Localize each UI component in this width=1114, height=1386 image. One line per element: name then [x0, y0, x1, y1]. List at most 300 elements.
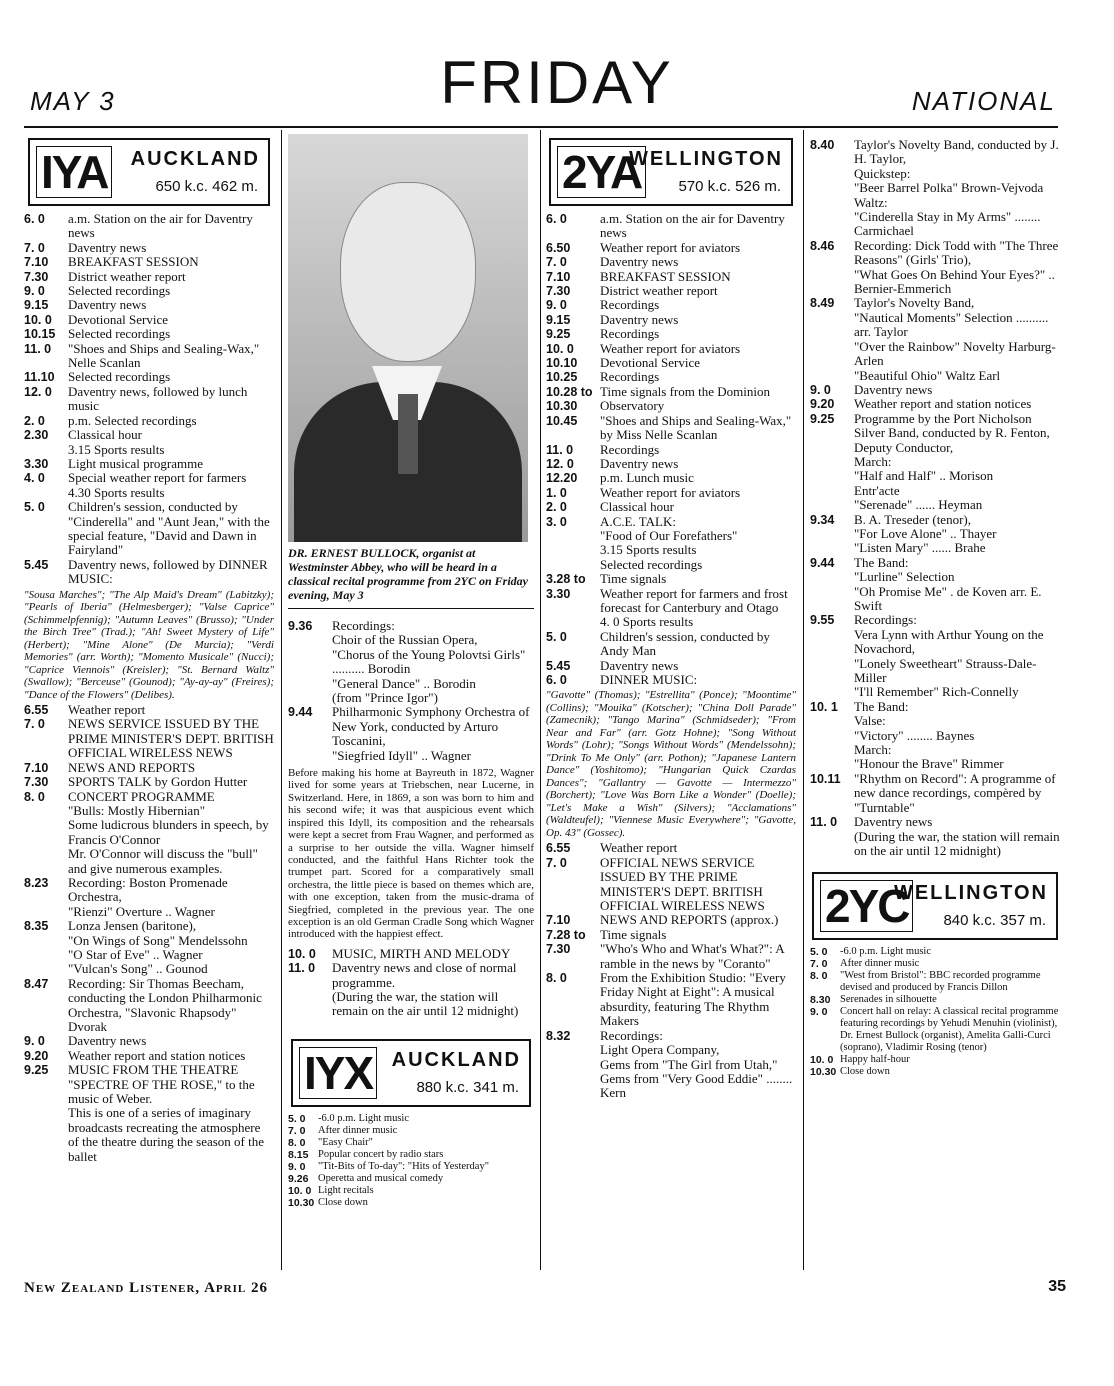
programme-item [810, 946, 1060, 958]
programme-list-1yx [288, 1113, 534, 1209]
programme-description: Time signals "Who's Who and What's What?": A ramble in the news by "Coranto" [600, 926, 784, 971]
programme-item [546, 913, 796, 927]
programme-description: B. A. Treseder (tenor), "For Love Alone" .. Thayer "Listen Mary" ...... Brahe [854, 511, 997, 556]
programme-description: Recordings: Light Opera Company, Gems from "The Girl from Utah," Gems from "Very Good Eddie" ........ Kern [600, 1027, 793, 1101]
programme-description: p.m. Lunch music [600, 470, 694, 486]
programme-description: a.m. Station on the air for Daventry news [68, 211, 253, 241]
programme-item [546, 928, 796, 971]
programme-time: 3.28 to 3.30 [546, 572, 586, 601]
programme-time: 8.47 [24, 976, 49, 991]
column-1ya [24, 138, 274, 1164]
programme-description: NEWS AND REPORTS (approx.) [600, 912, 779, 928]
programme-item [24, 919, 274, 977]
programme-time: 9.34 [810, 512, 835, 527]
programme-list [546, 212, 796, 687]
programme-item [810, 296, 1060, 382]
programme-item [24, 342, 274, 371]
programme-time: 9.26 [288, 1172, 309, 1185]
station-box-1yx [291, 1039, 531, 1107]
dinner-music-list: "Sousa Marches"; "The Alp Maid's Dream" (Labitzky); "Pearls of Iberia" (Helmesberger); "Valse Caprice" (Schimmelpfennig); "Autumn Leaves" (Brusso); "Under the Birch Tree" (Trad.); "Ah! Sweet Mystery of Life" (Herbert); "Mine Alone" (De Murcia); "Verdi Memories" (arr. Worth); "Momento Musicale" (Nucci); "Caprice Viennois" (Kreisler); "St. Bernard Waltz" (Swallow); "Berceuse" (Gounod); "Ay-ay-ay" (Freires); "Dance of the Flowers" (Delibes). [24, 588, 274, 701]
portrait-face [340, 182, 476, 362]
programme-description: Daventry news [600, 311, 679, 327]
programme-time: 7. 0 [546, 255, 567, 270]
programme-item [546, 515, 796, 573]
programme-item [810, 239, 1060, 297]
programme-item [810, 383, 1060, 397]
programme-item [546, 212, 796, 241]
programme-item [546, 500, 796, 514]
programme-description: Taylor's Novelty Band, conducted by J. H. Taylor, Quickstep: "Beer Barrel Polka" Brown-Vejvoda Waltz: "Cinderella Stay in My Arms" ........ Carmichael [854, 137, 1059, 239]
programme-time: 5. 0 [288, 1112, 306, 1125]
programme-time: 9.15 [24, 298, 49, 313]
programme-item [288, 1149, 534, 1161]
programme-item [24, 703, 274, 717]
programme-description: A.C.E. TALK: "Food of Our Forefathers" 3.15 Sports results Selected recordings [600, 513, 738, 572]
programme-time: 10.28 to 10.30 [546, 384, 593, 414]
programme-list-evening [546, 841, 796, 1100]
programme-description: District weather report [600, 283, 718, 299]
programme-description: MUSIC, MIRTH AND MELODY [332, 945, 511, 961]
programme-description: Daventry news (During the war, the station will remain on the air until 12 midnight) [854, 814, 1060, 858]
programme-description: SPORTS TALK by Gordon Hutter [68, 774, 248, 790]
programme-item [546, 471, 796, 485]
programme-description: Programme by the Port Nicholson Silver Band, conducted by R. Fenton, Deputy Conductor, March: "Half and Half" .. Morison Entr'acte "Serenade" ...... Heyman [854, 410, 1050, 513]
programme-item [24, 327, 274, 341]
programme-description: Recordings: Choir of the Russian Opera, "Chorus of the Young Polovtsi Girls" .......... Borodin "General Dance" .. Borodin (from "Prince Igor") [332, 618, 526, 706]
programme-list-late [288, 947, 534, 1019]
programme-time: 10.10 [546, 356, 578, 371]
programme-time: 8.35 [24, 919, 49, 934]
programme-time: 10. 1 [810, 699, 838, 714]
programme-time: 5. 0 [546, 629, 567, 644]
programme-time: 8. 0 [288, 1136, 306, 1149]
programme-time: 6. 0 [546, 212, 567, 226]
programme-item [24, 414, 274, 428]
programme-item [24, 428, 274, 457]
programme-time: 7. 0 [288, 1124, 306, 1137]
programme-time: 12.20 [546, 471, 578, 486]
programme-item [546, 385, 796, 414]
programme-time: 6.55 [24, 703, 49, 718]
programme-description: "Easy Chair" [318, 1136, 373, 1148]
programme-description: Selected recordings [68, 326, 171, 342]
programme-time: 5.45 [546, 658, 571, 673]
programme-description: "Rhythm on Record": A programme of new dance recordings, compèred by "Turntable" [854, 770, 1056, 815]
programme-time: 1. 0 [546, 485, 567, 500]
programme-item [546, 270, 796, 284]
programme-item [24, 558, 274, 587]
programme-item [546, 572, 796, 630]
programme-description: After dinner music [840, 958, 920, 970]
programme-item [810, 700, 1060, 772]
programme-item [24, 471, 274, 500]
programme-time: 10. 0 [546, 341, 574, 356]
programme-time: 4. 0 [24, 471, 45, 486]
programme-item [24, 241, 274, 255]
programme-time: 8. 0 [810, 970, 828, 983]
programme-item [546, 971, 796, 1029]
programme-description: Happy half-hour [840, 1054, 910, 1066]
header-rule [24, 126, 1058, 128]
programme-description: Daventry news [600, 455, 679, 471]
programme-description: Selected recordings [68, 283, 171, 299]
station-call-sign: IYA [36, 146, 112, 198]
programme-time: 5. 0 [24, 500, 45, 515]
programme-time: 2.30 [24, 428, 49, 443]
programme-time: 8. 0 [24, 789, 45, 804]
programme-description: Close down [318, 1196, 368, 1208]
programme-item [546, 659, 796, 673]
programme-time: 7.30 [24, 775, 49, 790]
programme-time: 6.55 [546, 841, 571, 856]
photo-caption: DR. ERNEST BULLOCK, organist at Westminster Abbey, who will be heard in a classical recital programme from 2YC on Friday evening, May 3 [288, 546, 528, 602]
programme-description: Daventry news [68, 1033, 147, 1049]
siegfried-note: Before making his home at Bayreuth in 1872, Wagner lived for some years at Triebschen, near Lucerne, in Switzerland. Here, in 1869, a son was born to him and his second wife; it was that auspicious event which inspired this Idyll, its composition and the rehearsals were kept a secret from Frau Wagner, and performed as a surprise to her outside the villa. Wagner himself conducted, and the faithful Hans Richter took the trumpet part. Scored for a comparatively small orchestra, the little piece is based on themes which are, with one exception, taken from the music-drama of Siegfried, completed in the previous year. The one exception is an old German Cradle Song which Wagner introduced with the happiest effect. [288, 767, 534, 941]
programme-time: 8.15 [288, 1148, 309, 1161]
programme-description: Daventry news [854, 381, 933, 397]
programme-time: 7. 0 [24, 240, 45, 255]
station-box-2yc [812, 872, 1058, 940]
programme-time: 5.45 [24, 557, 49, 572]
programme-item [288, 961, 534, 1019]
programme-item [288, 1173, 534, 1185]
station-box-2ya [549, 138, 793, 206]
programme-description: a.m. Station on the air for Daventry news [600, 211, 785, 241]
programme-description: Recordings [600, 297, 660, 313]
programme-item [810, 513, 1060, 556]
programme-time: 9. 0 [288, 1160, 306, 1173]
programme-time: 7. 0 [810, 958, 828, 971]
programme-time: 10. 0 [24, 312, 52, 327]
programme-item [288, 1185, 534, 1197]
programme-time: 7. 0 [24, 717, 45, 732]
column-2 [288, 134, 534, 1209]
programme-description: BREAKFAST SESSION [68, 254, 199, 270]
programme-item [24, 270, 274, 284]
programme-item [810, 412, 1060, 513]
programme-item [546, 856, 796, 914]
programme-description: Daventry news [600, 254, 679, 270]
programme-item [546, 1029, 796, 1101]
programme-time: 9.36 [288, 619, 313, 633]
footer-magazine: New Zealand Listener, April 26 [24, 1280, 268, 1296]
programme-time: 10.30 [810, 1066, 837, 1079]
programme-description: Children's session, conducted by "Cinderella" and "Aunt Jean," with the special feature, "David and Dawn in Fairyland" [68, 499, 270, 558]
station-call-sign: 2YA [557, 146, 646, 198]
portrait-photo [288, 134, 528, 542]
programme-item [24, 1049, 274, 1063]
programme-description: Recordings [600, 369, 660, 385]
programme-description: Devotional Service [68, 311, 168, 327]
programme-time: 8.32 [546, 1028, 571, 1043]
programme-item [546, 298, 796, 312]
programme-description: Daventry news and close of normal programme. (During the war, the station will remain on the air until 12 midnight) [332, 960, 519, 1019]
programme-item [24, 761, 274, 775]
programme-time: 8.40 [810, 138, 835, 152]
programme-time: 7. 0 [546, 855, 567, 870]
programme-time: 9. 0 [24, 1034, 45, 1049]
programme-time: 7.10 [546, 269, 571, 284]
programme-description: Taylor's Novelty Band, "Nautical Moments" Selection .......... arr. Taylor "Over the Rainbow" Novelty Harburg-Arlen "Beautiful Ohio" Waltz Earl [854, 295, 1056, 383]
column-rule-1 [281, 130, 282, 1270]
programme-description: Recordings [600, 441, 660, 457]
programme-time: 9. 0 [810, 382, 831, 397]
column-4 [810, 138, 1060, 1078]
programme-item [546, 241, 796, 255]
programme-time: 10.15 [24, 327, 56, 342]
programme-time: 10.25 [546, 370, 578, 385]
programme-description: Popular concert by radio stars [318, 1148, 444, 1160]
programme-time: 8. 0 [546, 971, 567, 986]
programme-description: The Band: "Lurline" Selection "Oh Promise Me" . de Koven arr. E. Swift [854, 554, 1042, 613]
programme-time: 11. 0 [810, 815, 838, 830]
programme-description: The Band: Valse: "Victory" ........ Baynes March: "Honour the Brave" Rimmer [854, 698, 1004, 772]
programme-time: 9.15 [546, 312, 571, 327]
programme-item [810, 1054, 1060, 1066]
programme-item [810, 556, 1060, 614]
programme-item [546, 356, 796, 370]
programme-description: p.m. Selected recordings [68, 412, 197, 428]
programme-item [810, 970, 1060, 994]
programme-description: Daventry news [68, 239, 147, 255]
programme-item [810, 613, 1060, 699]
programme-time: 8.49 [810, 296, 835, 311]
programme-description: MUSIC FROM THE THEATRE "SPECTRE OF THE ROSE," to the music of Weber. This is one of a series of imaginary broadcasts recreating the atmosphere of the theatre during the season of the ballet [68, 1062, 265, 1164]
programme-time: 7.30 [546, 284, 571, 299]
programme-description: Philharmonic Symphony Orchestra of New York, conducted by Arturo Toscanini, "Siegfried Idyll" .. Wagner [332, 704, 530, 763]
programme-time: 9.20 [24, 1048, 49, 1063]
column-rule-2 [540, 130, 541, 1270]
programme-description: Weather report [600, 840, 678, 856]
programme-time: 10. 0 [288, 1184, 312, 1197]
programme-item [288, 705, 534, 763]
station-call-sign: 2YC [820, 880, 913, 932]
programme-item [24, 775, 274, 789]
programme-time: 10. 0 [810, 1054, 834, 1067]
programme-item [546, 457, 796, 471]
programme-item [810, 772, 1060, 815]
programme-time: 9.25 [24, 1063, 49, 1078]
programme-description: Time signals from the Dominion Observatory [600, 383, 770, 414]
programme-item [24, 284, 274, 298]
programme-time: 7.10 [24, 760, 49, 775]
programme-description: Time signals Weather report for farmers and frost forecast for Canterbury and Otago 4. 0 Sports results [600, 571, 788, 630]
header-network: NATIONAL [911, 86, 1056, 116]
programme-description: "Shoes and Ships and Sealing-Wax," Nelle Scanlan [68, 340, 260, 371]
programme-description: "West from Bristol": BBC recorded programme devised and produced by Francis Dillon [840, 970, 1041, 994]
programme-description: Serenades in silhouette [840, 994, 937, 1006]
programme-item [24, 298, 274, 312]
programme-description: OFFICIAL NEWS SERVICE ISSUED BY THE PRIME MINISTER'S DEPT. BRITISH OFFICIAL WIRELESS NEWS [600, 854, 765, 914]
programme-item [24, 370, 274, 384]
programme-description: Classical hour 3.15 Sports results [68, 427, 165, 457]
programme-time: 6. 0 [24, 212, 45, 226]
programme-time: 8.46 [810, 238, 835, 253]
programme-time: 2. 0 [546, 500, 567, 515]
programme-description: Special weather report for farmers 4.30 Sports results [68, 470, 247, 500]
programme-item [288, 1161, 534, 1173]
programme-description: Daventry news, followed by lunch music [68, 383, 248, 414]
programme-description: Close down [840, 1066, 890, 1078]
programme-description: Recording: Sir Thomas Beecham, conducting the London Philharmonic Orchestra, "Slavonic Rhapsody" Dvorak [68, 975, 262, 1034]
programme-item [546, 327, 796, 341]
programme-item [810, 815, 1060, 858]
programme-time: 9.44 [288, 705, 313, 720]
programme-item [546, 630, 796, 659]
programme-description: Weather report and station notices [68, 1047, 246, 1063]
programme-list-evening [24, 703, 274, 1164]
programme-time: 2. 0 [24, 413, 45, 428]
programme-description: Children's session, conducted by Andy Man [600, 628, 770, 659]
programme-time: 12. 0 [24, 384, 52, 399]
programme-time: 8.23 [24, 875, 49, 890]
programme-time: 7.10 [24, 255, 49, 270]
header-date: MAY 3 [30, 86, 116, 116]
programme-time: 10.45 [546, 413, 578, 428]
programme-time: 7.30 [24, 269, 49, 284]
programme-item [288, 1137, 534, 1149]
programme-time: 3. 0 [546, 514, 567, 529]
header-day: FRIDAY [440, 49, 674, 116]
programme-item [24, 457, 274, 471]
station-frequency: 840 k.c. 357 m. [943, 912, 1046, 930]
programme-item [546, 370, 796, 384]
programme-description: Lonza Jensen (baritone), "On Wings of Song" Mendelssohn "O Star of Eve" .. Wagner "Vulcan's Song" .. Gounod [68, 918, 248, 977]
programme-description: BREAKFAST SESSION [600, 268, 731, 284]
programme-time: 8.30 [810, 994, 831, 1007]
programme-time: 6. 0 [546, 673, 567, 687]
column-rule-3 [803, 130, 804, 1270]
programme-time: 10.30 [288, 1196, 315, 1209]
programme-list [288, 619, 534, 763]
programme-description: Recording: Boston Promenade Orchestra, "Rienzi" Overture .. Wagner [68, 874, 228, 919]
programme-time: 9.55 [810, 613, 835, 628]
programme-item [24, 500, 274, 558]
programme-item [810, 1066, 1060, 1078]
programme-time: 3.30 [24, 456, 49, 471]
programme-description: Light musical programme [68, 455, 204, 471]
programme-time: 5. 0 [810, 946, 828, 959]
programme-item [546, 841, 796, 855]
programme-description: Weather report and station notices [854, 396, 1032, 412]
footer-page-number: 35 [1048, 1278, 1066, 1295]
station-name: AUCKLAND [391, 1048, 521, 1071]
programme-time: 7.10 [546, 913, 571, 928]
programme-item [810, 958, 1060, 970]
programme-description: Light recitals [318, 1184, 374, 1196]
programme-item [24, 313, 274, 327]
programme-time: 10. 0 [288, 946, 316, 961]
programme-list [24, 212, 274, 587]
programme-item [810, 1006, 1060, 1054]
programme-time: 11. 0 [288, 961, 316, 976]
programme-description: "Shoes and Ships and Sealing-Wax," by Miss Nelle Scanlan [600, 412, 792, 443]
programme-time: 9. 0 [24, 284, 45, 299]
programme-description: Weather report for aviators [600, 239, 741, 255]
programme-item [546, 443, 796, 457]
programme-item [288, 1125, 534, 1137]
programme-description: NEWS AND REPORTS [68, 759, 196, 775]
programme-item [24, 1063, 274, 1164]
programme-item [288, 1113, 534, 1125]
station-frequency: 650 k.c. 462 m. [155, 178, 258, 195]
programme-time: 11.10 [24, 370, 55, 385]
programme-item [546, 414, 796, 443]
programme-time: 12. 0 [546, 456, 574, 471]
programme-item [24, 717, 274, 760]
programme-time: 6.50 [546, 240, 571, 255]
programme-item [810, 397, 1060, 411]
programme-item [24, 212, 274, 241]
programme-item [810, 994, 1060, 1006]
programme-time: 9.25 [546, 327, 571, 342]
programme-time: 10.11 [810, 771, 841, 786]
station-name: WELLINGTON [628, 148, 783, 170]
programme-description: Concert hall on relay: A classical recital programme featuring recordings by Yehudi Menuhin (violinist), Dr. Ernest Bullock (organist), Amelita Galli-Curci (soprano), Vladimir Rosing (tenor) [840, 1006, 1059, 1054]
programme-description: NEWS SERVICE ISSUED BY THE PRIME MINISTER'S DEPT. BRITISH OFFICIAL WIRELESS NEWS [68, 716, 274, 761]
programme-time: 9.44 [810, 555, 835, 570]
station-call-sign: IYX [299, 1047, 377, 1099]
station-box-1ya [28, 138, 270, 206]
programme-item [546, 673, 796, 687]
programme-item [24, 977, 274, 1035]
programme-description: Recordings: Vera Lynn with Arthur Young on the Novachord, "Lonely Sweetheart" Strauss-Dale-Miller "I'll Remember" Rich-Connelly [854, 612, 1044, 700]
programme-description: Recording: Dick Todd with "The Three Reasons" (Girls' Trio), "What Goes On Behind Your Eyes?" .. Bernier-Emmerich [854, 237, 1059, 297]
station-frequency: 570 k.c. 526 m. [678, 178, 781, 195]
programme-description: Daventry news [68, 297, 147, 313]
programme-description: Weather report for aviators [600, 340, 741, 356]
programme-time: 7.28 to 7.30 [546, 927, 586, 957]
programme-item [546, 255, 796, 269]
programme-description: Devotional Service [600, 355, 700, 371]
programme-description: From the Exhibition Studio: "Every Friday Night at Eight": A musical absurdity, featuring The Rhythm Makers [600, 970, 786, 1029]
programme-item [546, 486, 796, 500]
programme-description: Weather report [68, 702, 146, 718]
programme-item [24, 1034, 274, 1048]
programme-description: -6.0 p.m. Light music [840, 946, 931, 958]
station-name: WELLINGTON [893, 882, 1048, 905]
programme-description: Weather report for aviators [600, 484, 741, 500]
programme-description: CONCERT PROGRAMME "Bulls: Mostly Hibernian" Some ludicrous blunders in speech, by Francis O'Connor Mr. O'Connor will discuss the "bull" and give numerous examples. [68, 788, 269, 876]
programme-item [546, 284, 796, 298]
programme-item [546, 342, 796, 356]
programme-item [24, 876, 274, 919]
programme-item [546, 313, 796, 327]
programme-description: After dinner music [318, 1124, 398, 1136]
programme-description: Selected recordings [68, 369, 171, 385]
programme-description: Operetta and musical comedy [318, 1172, 444, 1184]
programme-time: 9.20 [810, 397, 835, 412]
programme-description: -6.0 p.m. Light music [318, 1112, 409, 1124]
programme-item [810, 138, 1060, 239]
programme-time: 9.25 [810, 411, 835, 426]
programme-item [288, 947, 534, 961]
programme-item [288, 1197, 534, 1209]
station-frequency: 880 k.c. 341 m. [416, 1078, 519, 1096]
programme-item [24, 255, 274, 269]
column-2ya [546, 138, 796, 1101]
programme-time: 9. 0 [546, 298, 567, 313]
programme-description: District weather report [68, 268, 186, 284]
dinner-music-list: "Gavotte" (Thomas); "Estrellita" (Ponce); "Moontime" (Collins); "Mouika" (Kotscher); "China Doll Parade" (Zamecnik); "Tango Marina" (Schmidseder); "From Near and Far" (arr. Gotz Hohne); "Song Without Words" (Lohr); "Songs Without Words" (Mendelssohn); "Drink To Me Only" (arr. Pothon); "Japanese Lantern Dance" (Yoshitomo); "Hungarian Quick Czardas Dances"; "Gallantry — Gavotte — Intermezzo" (Borchert); "Love Was Born Like a Wonder" (Doelle); "Let's Make a Wish" (Silvers); "Acclamations" (Waldteufel); "Viennese Music Everywhere"; "Gavotte, Op. 43" (Gossec). [546, 689, 796, 839]
programme-description: "Tit-Bits of To-day": "Hits of Yesterday" [318, 1160, 490, 1172]
portrait-tie [398, 394, 418, 474]
programme-time: 11. 0 [546, 442, 574, 457]
programme-description: Classical hour [600, 499, 675, 515]
station-name: AUCKLAND [130, 148, 260, 170]
programme-time: 9. 0 [810, 1006, 828, 1019]
programme-description: DINNER MUSIC: [600, 672, 698, 687]
